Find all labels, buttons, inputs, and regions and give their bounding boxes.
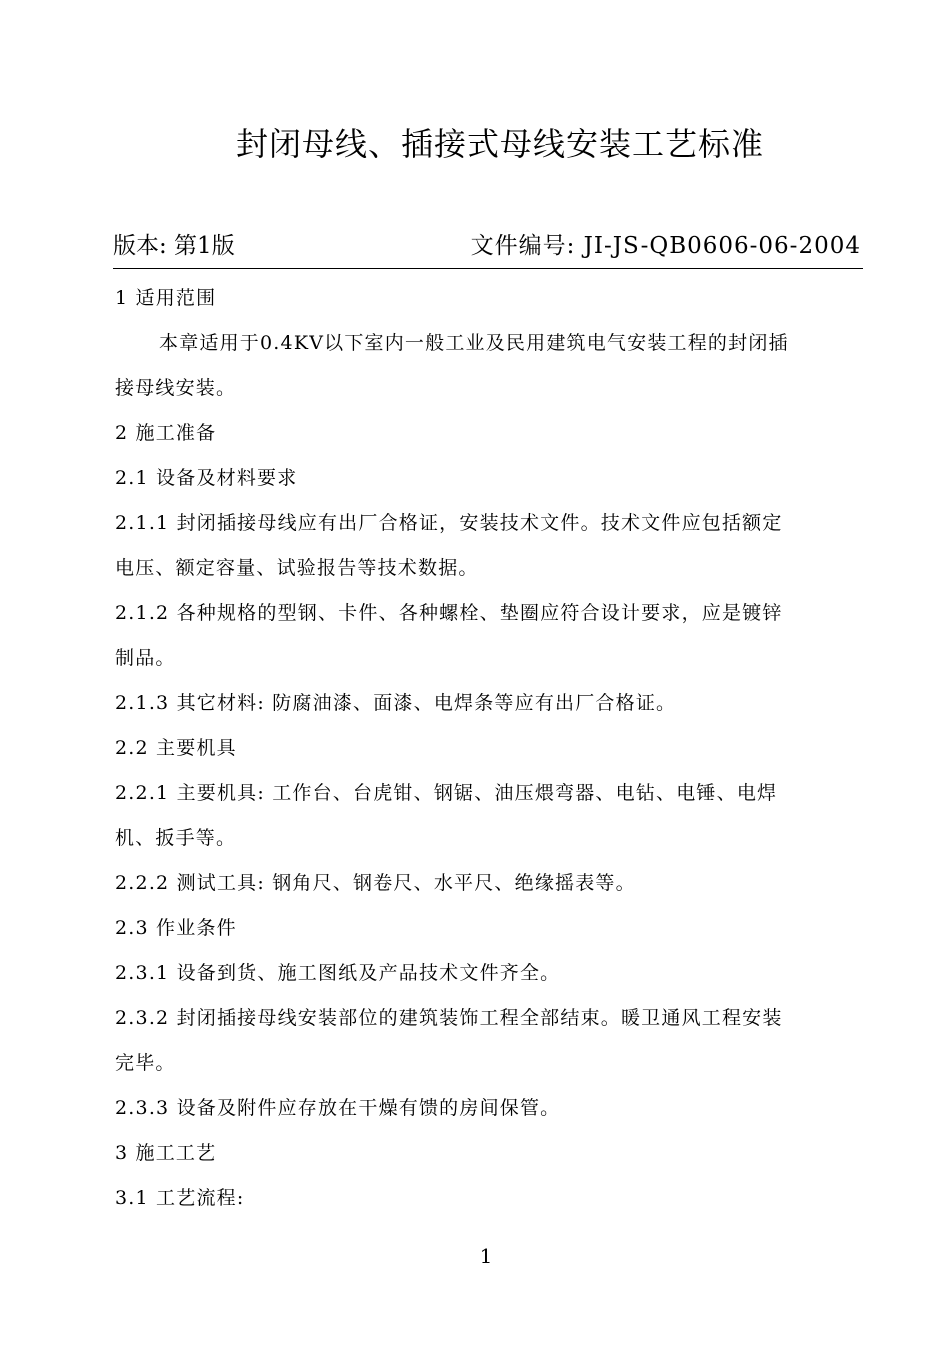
file-number-label: 文件编号: JI-JS-QB0606-06-2004	[470, 233, 861, 259]
body-text-line: 2.2.1 主要机具: 工作台、台虎钳、钢锯、油压煨弯器、电钻、电锤、电焊	[115, 782, 778, 804]
version-label: 版本: 第1版	[113, 233, 235, 259]
body-text-line: 电压、额定容量、试验报告等技术数据。	[115, 557, 479, 579]
body-text-line: 2.1.3 其它材料: 防腐油漆、面漆、电焊条等应有出厂合格证。	[115, 692, 677, 714]
subsection-heading: 2.2 主要机具	[115, 737, 237, 759]
body-text-line: 完毕。	[115, 1052, 176, 1074]
page-number: 1	[479, 1244, 493, 1268]
document-title: 封闭母线、插接式母线安装工艺标准	[235, 125, 764, 163]
document-body	[115, 276, 861, 1221]
header-divider	[113, 268, 863, 269]
body-text-line: 机、扳手等。	[115, 827, 237, 849]
section-heading: 2 施工准备	[115, 422, 217, 444]
section-heading: 3 施工工艺	[115, 1142, 217, 1164]
subsection-heading: 2.3 作业条件	[115, 917, 237, 939]
body-text-line: 2.3.2 封闭插接母线安装部位的建筑装饰工程全部结束。暖卫通风工程安装	[115, 1007, 783, 1029]
section-heading: 1 适用范围	[115, 287, 217, 309]
document-meta-row	[113, 226, 861, 266]
body-text-line: 接母线安装。	[115, 377, 237, 399]
body-text-line: 2.1.2 各种规格的型钢、卡件、各种螺栓、垫圈应符合设计要求，应是镀锌	[115, 602, 783, 624]
body-text-line: 2.3.1 设备到货、施工图纸及产品技术文件齐全。	[115, 962, 561, 984]
body-text-line: 本章适用于0.4KV以下室内一般工业及民用建筑电气安装工程的封闭插	[159, 332, 789, 354]
body-text-line: 2.3.3 设备及附件应存放在干燥有馈的房间保管。	[115, 1097, 561, 1119]
body-text-line: 2.2.2 测试工具: 钢角尺、钢卷尺、水平尺、绝缘摇表等。	[115, 872, 636, 894]
subsection-heading: 3.1 工艺流程:	[115, 1187, 245, 1209]
body-text-line: 制品。	[115, 647, 176, 669]
subsection-heading: 2.1 设备及材料要求	[115, 467, 298, 489]
body-text-line: 2.1.1 封闭插接母线应有出厂合格证，安装技术文件。技术文件应包括额定	[115, 512, 783, 534]
